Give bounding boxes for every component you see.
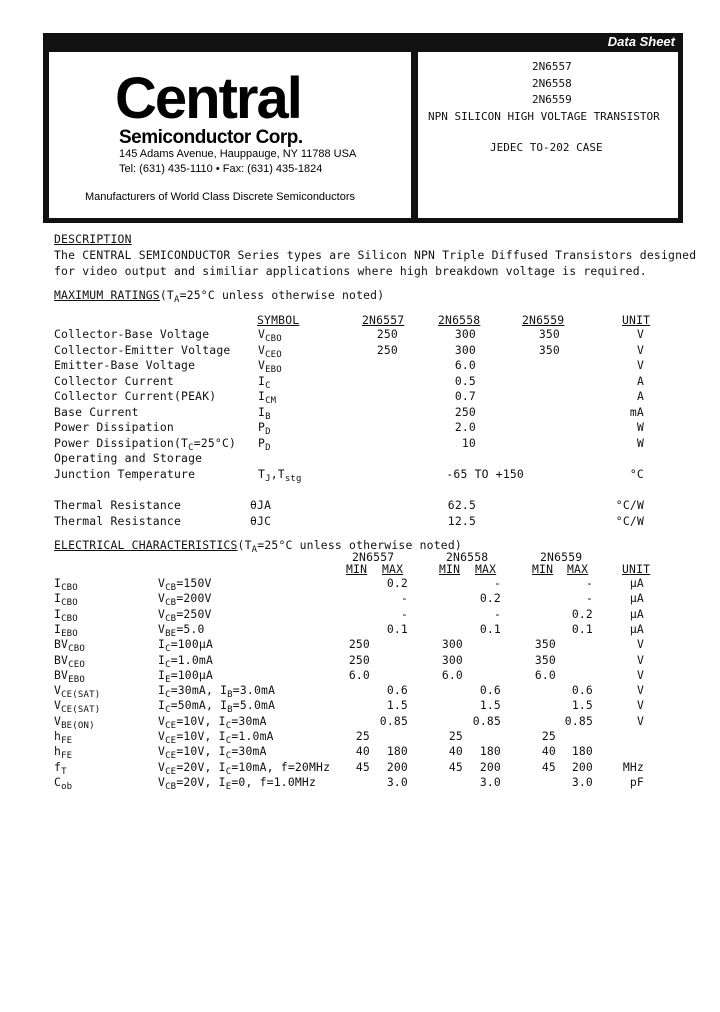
ec-cond-val: =0, f=1.0MHz bbox=[231, 774, 317, 789]
rating-unit: V bbox=[636, 327, 644, 341]
ec-min-value: 6.0 bbox=[441, 667, 463, 682]
rating-param bbox=[54, 467, 195, 481]
ec-part-1: 2N6557 bbox=[352, 550, 395, 564]
ec-cond-sub: C bbox=[225, 736, 232, 746]
rating-symbol-sub: EBO bbox=[265, 365, 282, 375]
rating-symbol bbox=[258, 389, 277, 406]
ec-condition bbox=[158, 774, 317, 792]
ec-symbol bbox=[54, 621, 78, 639]
ec-cond-val: =20V, bbox=[176, 759, 219, 774]
ec-cond-var: I bbox=[158, 652, 166, 667]
ec-max-value: 3.0 bbox=[386, 774, 408, 789]
ec-cond-val: =10V, bbox=[176, 744, 219, 759]
ec-cond-sub: CE bbox=[165, 751, 177, 762]
ec-max-value: - bbox=[400, 606, 408, 621]
ec-max-value: 1.5 bbox=[386, 698, 408, 713]
ec-min-value: 250 bbox=[348, 652, 370, 667]
ec-unit-value: pF bbox=[629, 774, 644, 789]
ec-symbol-sub: T bbox=[61, 766, 67, 777]
rating-symbol bbox=[258, 342, 282, 360]
ec-unit-value: μA bbox=[629, 576, 644, 590]
ec-cond-val: =3.0mA bbox=[232, 683, 276, 698]
ec-unit-value: V bbox=[636, 652, 644, 667]
thermal-value: 62.5 bbox=[447, 498, 476, 512]
ec-max-value: 0.85 bbox=[379, 713, 408, 728]
col-part-2: 2N6558 bbox=[438, 313, 481, 327]
rating-param-text: Operating and Storage bbox=[54, 451, 203, 465]
ec-cond-var: I bbox=[220, 683, 228, 698]
ec-max-value: 3.0 bbox=[479, 774, 501, 789]
ec-cond-sub: C bbox=[165, 690, 171, 701]
ec-cond-val: =1.0mA bbox=[170, 652, 214, 667]
rating-unit: V bbox=[636, 358, 644, 372]
ec-max-value: 180 bbox=[386, 744, 408, 759]
ec-cond-sub: C bbox=[165, 659, 171, 670]
rating-symbol-sub: J bbox=[265, 473, 271, 484]
rating-param-text: Collector-Base Voltage bbox=[54, 327, 210, 341]
ec-symbol-sub: EBO bbox=[68, 674, 85, 685]
ec-min-value: 45 bbox=[355, 759, 370, 774]
rating-value: 0.7 bbox=[454, 389, 476, 403]
ec-max-1: MAX bbox=[382, 562, 404, 576]
ec-cond-sub: CB bbox=[165, 583, 177, 593]
ec-cond-sub: B bbox=[227, 690, 233, 701]
ec-unit-value: V bbox=[636, 683, 644, 698]
ec-cond-var: I bbox=[158, 637, 166, 652]
col-symbol: SYMBOL bbox=[257, 313, 300, 327]
rating-value: 0.5 bbox=[454, 373, 476, 388]
rating-value: 2.0 bbox=[454, 420, 476, 434]
rating-symbol bbox=[258, 358, 282, 375]
ec-symbol bbox=[54, 683, 101, 701]
rating-symbol-sub: D bbox=[265, 427, 271, 437]
rating-param bbox=[54, 389, 216, 403]
rating-symbol-sub-2: stg bbox=[284, 473, 302, 484]
part-number-2: 2N6558 bbox=[532, 77, 572, 90]
rating-param bbox=[54, 358, 195, 372]
ec-unit-value: V bbox=[636, 667, 644, 682]
ec-cond-sub: CE bbox=[165, 720, 177, 731]
company-logo-subtitle: Semiconductor Corp. bbox=[119, 127, 303, 148]
rating-param-sub: C bbox=[188, 442, 194, 453]
rating-symbol-main: T bbox=[258, 466, 266, 481]
rating-symbol bbox=[258, 435, 271, 453]
ec-symbol-main: h bbox=[54, 744, 62, 759]
ec-cond-val: =30mA bbox=[231, 713, 267, 728]
ec-symbol-main: BV bbox=[54, 652, 69, 667]
ec-symbol bbox=[54, 667, 85, 685]
rating-value: 10 bbox=[461, 435, 476, 450]
ec-cond-sub: CE bbox=[165, 736, 177, 746]
ec-min-value: 45 bbox=[541, 759, 556, 774]
rating-value: 6.0 bbox=[454, 358, 476, 372]
rating-unit: mA bbox=[629, 404, 644, 419]
ec-max-value: 1.5 bbox=[479, 698, 501, 713]
ec-cond-sub: B bbox=[227, 705, 233, 716]
rating-symbol-sub: CM bbox=[265, 396, 277, 406]
rating-symbol-sub: CEO bbox=[265, 349, 282, 360]
rating-unit: V bbox=[636, 342, 644, 357]
rating-value-2n6558: 300 bbox=[454, 342, 476, 357]
rating-unit: W bbox=[636, 435, 644, 450]
ec-max-value: 200 bbox=[571, 759, 593, 774]
ec-max-3: MAX bbox=[567, 562, 589, 576]
part-number-3: 2N6559 bbox=[532, 93, 572, 106]
ec-min-value: 250 bbox=[348, 637, 370, 652]
ec-min-value: 350 bbox=[534, 652, 556, 667]
rating-param-text: Power Dissipation(T bbox=[54, 435, 189, 450]
ec-cond-var: V bbox=[158, 606, 166, 621]
rating-symbol-main: V bbox=[258, 358, 266, 372]
ec-cond-val: =250V bbox=[176, 606, 212, 621]
description-heading: DESCRIPTION bbox=[54, 232, 132, 246]
col-part-1: 2N6557 bbox=[362, 313, 405, 327]
electrical-heading: ELECTRICAL $CHARACTERISTICS(T_A=25^\circ C$ unless otherwise noted) bbox=[54, 538, 462, 555]
rating-symbol bbox=[258, 404, 271, 422]
rating-value: -65 TO +150 bbox=[446, 466, 524, 481]
rating-symbol-sub: C bbox=[265, 380, 271, 391]
rating-symbol bbox=[258, 327, 282, 344]
ec-max-2: MAX bbox=[475, 562, 497, 576]
ec-condition bbox=[158, 621, 205, 639]
ec-cond-val: =30mA, bbox=[170, 683, 221, 698]
rating-param-text: Junction Temperature bbox=[54, 466, 196, 481]
ec-cond-var: I bbox=[158, 667, 166, 682]
ec-cond-sub: CB bbox=[165, 781, 177, 792]
rating-symbol-main: I bbox=[258, 404, 266, 419]
data-sheet-label: Data Sheet bbox=[607, 34, 675, 49]
ec-cond-val: =10mA, f=20MHz bbox=[231, 759, 331, 774]
ec-max-value: 200 bbox=[479, 759, 501, 774]
ec-symbol-main: V bbox=[54, 683, 62, 698]
ec-max-value: 0.85 bbox=[564, 713, 593, 728]
ec-cond-val: =20V, bbox=[176, 774, 219, 789]
rating-symbol-sub: D bbox=[265, 442, 271, 453]
ec-symbol bbox=[54, 637, 85, 655]
rating-param bbox=[54, 374, 174, 388]
col-part-3: 2N6559 bbox=[522, 313, 565, 327]
rating-param bbox=[54, 420, 174, 434]
rating-symbol bbox=[258, 373, 271, 391]
ec-unit-value: V bbox=[636, 698, 644, 713]
ec-cond-val: =30mA bbox=[231, 744, 267, 759]
rating-unit: °C bbox=[629, 466, 644, 481]
ec-symbol-main: BV bbox=[54, 667, 69, 682]
ec-cond-var: I bbox=[218, 713, 226, 728]
ec-cond-val: =100μA bbox=[170, 637, 214, 652]
ec-symbol-sub: CEO bbox=[68, 659, 85, 670]
rating-symbol-main: P bbox=[258, 420, 266, 434]
ec-cond-sub: E bbox=[225, 781, 232, 792]
ec-unit: UNIT bbox=[622, 562, 651, 576]
ec-cond-val: =150V bbox=[176, 576, 212, 590]
ec-max-value: 200 bbox=[386, 759, 408, 774]
ec-symbol-sub: CE(SAT) bbox=[61, 705, 101, 716]
ec-min-2: MIN bbox=[439, 562, 461, 576]
ec-symbol-sub: CBO bbox=[68, 644, 85, 655]
ec-symbol-main: I bbox=[54, 621, 62, 636]
rating-symbol-main: V bbox=[258, 342, 266, 357]
ec-max-value: - bbox=[400, 591, 408, 606]
ec-cond-sub: CB bbox=[165, 598, 177, 609]
thermal-unit: °C/W bbox=[615, 498, 644, 512]
rating-symbol-sub: CBO bbox=[265, 334, 282, 344]
rating-symbol-main: I bbox=[258, 373, 266, 388]
ec-condition bbox=[158, 744, 267, 762]
ec-max-value: 0.6 bbox=[571, 683, 593, 698]
ec-cond-sub: C bbox=[225, 751, 232, 762]
rating-param-text: Collector Current(PEAK) bbox=[54, 389, 217, 403]
ec-symbol-sub: CBO bbox=[61, 613, 78, 624]
ec-max-value: 0.1 bbox=[571, 621, 593, 636]
rating-unit: W bbox=[636, 420, 644, 434]
ec-cond-sub: C bbox=[165, 705, 171, 716]
description-line-2: for video output and similiar applications where high breakdown voltage is required. bbox=[54, 264, 647, 278]
rating-param-text: Collector Current bbox=[54, 373, 174, 388]
ec-symbol bbox=[54, 652, 85, 670]
ec-min-value: 40 bbox=[448, 744, 463, 759]
device-type: NPN SILICON HIGH VOLTAGE TRANSISTOR bbox=[428, 110, 660, 123]
ec-cond-var: V bbox=[158, 621, 166, 636]
rating-value-2n6557: 250 bbox=[376, 327, 398, 341]
rating-param-text: Collector-Emitter Voltage bbox=[54, 342, 231, 357]
ec-min-value: 6.0 bbox=[348, 667, 370, 682]
ec-symbol bbox=[54, 606, 78, 624]
ec-condition bbox=[158, 606, 212, 624]
ec-symbol-sub: ob bbox=[61, 781, 73, 792]
ec-min-value: 300 bbox=[441, 637, 463, 652]
rating-symbol-main: P bbox=[258, 435, 266, 450]
rating-unit: A bbox=[636, 373, 644, 388]
ec-symbol-sub: FE bbox=[61, 751, 73, 762]
thermal-param: Thermal Resistance bbox=[54, 513, 182, 528]
company-logo: Central bbox=[115, 66, 301, 131]
ec-cond-var: V bbox=[158, 713, 166, 728]
ec-cond-var: I bbox=[158, 698, 166, 713]
ec-cond-var: V bbox=[158, 591, 166, 606]
ec-symbol-sub: CBO bbox=[61, 583, 78, 593]
ec-min-1: MIN bbox=[346, 562, 368, 576]
ec-cond-sub: C bbox=[225, 766, 232, 777]
ec-condition bbox=[158, 713, 267, 731]
ec-cond-var: V bbox=[158, 576, 166, 590]
ec-max-value: - bbox=[493, 576, 501, 590]
ec-max-value: 180 bbox=[479, 744, 501, 759]
ec-part-3: 2N6559 bbox=[540, 550, 583, 564]
ec-symbol bbox=[54, 744, 73, 762]
ec-unit-value: MHz bbox=[622, 759, 644, 774]
company-panel bbox=[49, 52, 411, 218]
ec-min-value: 25 bbox=[448, 729, 463, 743]
rating-param-post: =25°C) bbox=[193, 435, 237, 450]
ec-min-3: MIN bbox=[532, 562, 554, 576]
ec-condition bbox=[158, 683, 276, 701]
ec-min-value: 40 bbox=[541, 744, 556, 759]
ec-max-value: 180 bbox=[571, 744, 593, 759]
ec-symbol-sub: BE(ON) bbox=[61, 720, 95, 731]
ec-max-value: 0.6 bbox=[386, 683, 408, 698]
ec-symbol bbox=[54, 591, 78, 609]
ec-cond-sub: C bbox=[165, 644, 171, 655]
ec-cond-var: V bbox=[158, 744, 166, 759]
ec-max-value: 0.6 bbox=[479, 683, 501, 698]
rating-value-2n6559: 350 bbox=[538, 327, 560, 341]
rating-symbol bbox=[258, 466, 302, 484]
ec-cond-val: =10V, bbox=[176, 713, 219, 728]
ec-unit-value: μA bbox=[629, 606, 644, 621]
ec-symbol-main: I bbox=[54, 591, 62, 606]
ec-cond-val: =1.0mA bbox=[231, 729, 274, 743]
ec-symbol-sub: CE(SAT) bbox=[61, 690, 101, 701]
ec-min-value: 25 bbox=[541, 729, 556, 743]
ec-min-value: 300 bbox=[441, 652, 463, 667]
ec-cond-val: =5.0mA bbox=[232, 698, 276, 713]
ec-symbol-main: I bbox=[54, 576, 62, 590]
ec-symbol bbox=[54, 774, 73, 792]
ec-min-value: 25 bbox=[355, 729, 370, 743]
rating-symbol-main: I bbox=[258, 389, 266, 403]
ec-max-value: - bbox=[585, 591, 593, 606]
col-unit: UNIT bbox=[622, 313, 651, 327]
ec-cond-sub: BE bbox=[165, 628, 177, 639]
ec-cond-val: =10V, bbox=[176, 729, 219, 743]
part-panel bbox=[418, 52, 678, 218]
ec-symbol bbox=[54, 713, 95, 731]
ec-condition bbox=[158, 698, 276, 716]
thermal-symbol: θJA bbox=[250, 498, 272, 512]
ec-cond-var: V bbox=[158, 774, 166, 789]
ec-cond-var: I bbox=[158, 683, 166, 698]
ec-cond-val: =5.0 bbox=[176, 621, 205, 636]
ec-cond-var: I bbox=[218, 759, 226, 774]
ec-condition bbox=[158, 759, 331, 777]
ec-cond-sub: CB bbox=[165, 613, 177, 624]
ec-symbol-main: f bbox=[54, 759, 62, 774]
company-tagline: Manufacturers of World Class Discrete Semiconductors bbox=[85, 191, 356, 203]
ec-max-value: 0.2 bbox=[571, 606, 593, 621]
rating-symbol-sub: B bbox=[265, 411, 271, 422]
rating-symbol-main-2: ,T bbox=[270, 466, 285, 481]
ec-condition bbox=[158, 729, 274, 746]
company-phone-fax: Tel: (631) 435-1110 • Fax: (631) 435-1824 bbox=[119, 163, 323, 175]
ec-symbol bbox=[54, 759, 67, 777]
ec-cond-sub: CE bbox=[165, 766, 177, 777]
ec-condition bbox=[158, 591, 212, 609]
ec-cond-var: I bbox=[218, 744, 226, 759]
ec-symbol-main: V bbox=[54, 698, 62, 713]
ec-symbol-sub: EBO bbox=[61, 628, 78, 639]
ec-cond-val: =50mA, bbox=[170, 698, 221, 713]
ec-min-value: 40 bbox=[355, 744, 370, 759]
ec-min-value: 350 bbox=[534, 637, 556, 652]
ec-condition bbox=[158, 637, 214, 655]
rating-param bbox=[54, 327, 209, 341]
rating-param bbox=[54, 343, 230, 357]
thermal-unit: °C/W bbox=[615, 513, 644, 528]
rating-unit: A bbox=[636, 389, 644, 403]
ec-symbol bbox=[54, 729, 73, 746]
max-ratings-heading: MAXIMUM $RATINGS(T_A=25^\circ C$ unless otherwise noted) bbox=[54, 288, 385, 305]
ec-symbol-sub: CBO bbox=[61, 598, 78, 609]
ec-max-value: 0.85 bbox=[472, 713, 501, 728]
rating-value: 250 bbox=[454, 404, 476, 419]
thermal-param: Thermal Resistance bbox=[54, 498, 182, 512]
ec-symbol-sub: FE bbox=[61, 736, 73, 746]
ec-symbol-main: h bbox=[54, 729, 62, 743]
ec-max-value: 3.0 bbox=[571, 774, 593, 789]
ec-part-2: 2N6558 bbox=[446, 550, 489, 564]
part-number-1: 2N6557 bbox=[532, 60, 572, 73]
ec-symbol-main: BV bbox=[54, 637, 69, 652]
ec-max-value: 0.2 bbox=[386, 576, 408, 590]
ec-unit-value: V bbox=[636, 637, 644, 652]
rating-value-2n6557: 250 bbox=[376, 342, 398, 357]
description-line-1: The CENTRAL SEMICONDUCTOR Series types are Silicon NPN Triple Diffused Transistors designed bbox=[54, 248, 697, 262]
ec-condition bbox=[158, 652, 214, 670]
ec-max-value: - bbox=[585, 576, 593, 590]
ec-unit-value: μA bbox=[629, 591, 644, 606]
ec-min-value: 45 bbox=[448, 759, 463, 774]
rating-symbol-main: V bbox=[258, 327, 266, 341]
rating-param-text: Base Current bbox=[54, 404, 139, 419]
thermal-symbol: θJC bbox=[250, 513, 272, 528]
rating-value-2n6558: 300 bbox=[454, 327, 476, 341]
ec-cond-var: I bbox=[218, 774, 226, 789]
ec-symbol bbox=[54, 698, 101, 716]
rating-param bbox=[54, 405, 139, 419]
ec-condition bbox=[158, 667, 214, 685]
ec-condition bbox=[158, 576, 212, 593]
ec-max-value: 1.5 bbox=[571, 698, 593, 713]
ec-cond-val: =200V bbox=[176, 591, 212, 606]
ec-symbol-main: I bbox=[54, 606, 62, 621]
ec-cond-sub: C bbox=[225, 720, 232, 731]
ec-max-value: 0.1 bbox=[386, 621, 408, 636]
ec-cond-var: I bbox=[218, 729, 226, 743]
ec-cond-var: V bbox=[158, 759, 166, 774]
ec-max-value: 0.1 bbox=[479, 621, 501, 636]
company-address: 145 Adams Avenue, Hauppauge, NY 11788 USA bbox=[119, 148, 357, 160]
rating-param bbox=[54, 451, 202, 465]
ec-cond-var: V bbox=[158, 729, 166, 743]
ec-cond-sub: E bbox=[165, 674, 171, 685]
ec-symbol-main: V bbox=[54, 713, 62, 728]
rating-value-2n6559: 350 bbox=[538, 342, 560, 357]
ec-max-value: 0.2 bbox=[479, 591, 501, 606]
rating-param-text: Emitter-Base Voltage bbox=[54, 358, 196, 372]
ec-max-value: - bbox=[493, 606, 501, 621]
ec-unit-value: V bbox=[636, 713, 644, 728]
rating-symbol bbox=[258, 420, 271, 437]
ec-symbol-main: C bbox=[54, 774, 62, 789]
ec-min-value: 6.0 bbox=[534, 667, 556, 682]
package-type: JEDEC TO-202 CASE bbox=[490, 141, 603, 154]
rating-param-text: Power Dissipation bbox=[54, 420, 174, 434]
rating-param bbox=[54, 435, 237, 453]
ec-symbol bbox=[54, 576, 78, 593]
thermal-value: 12.5 bbox=[447, 513, 476, 528]
ec-cond-var: I bbox=[220, 698, 228, 713]
ec-cond-val: =100μA bbox=[170, 667, 214, 682]
ec-unit-value: μA bbox=[629, 621, 644, 636]
